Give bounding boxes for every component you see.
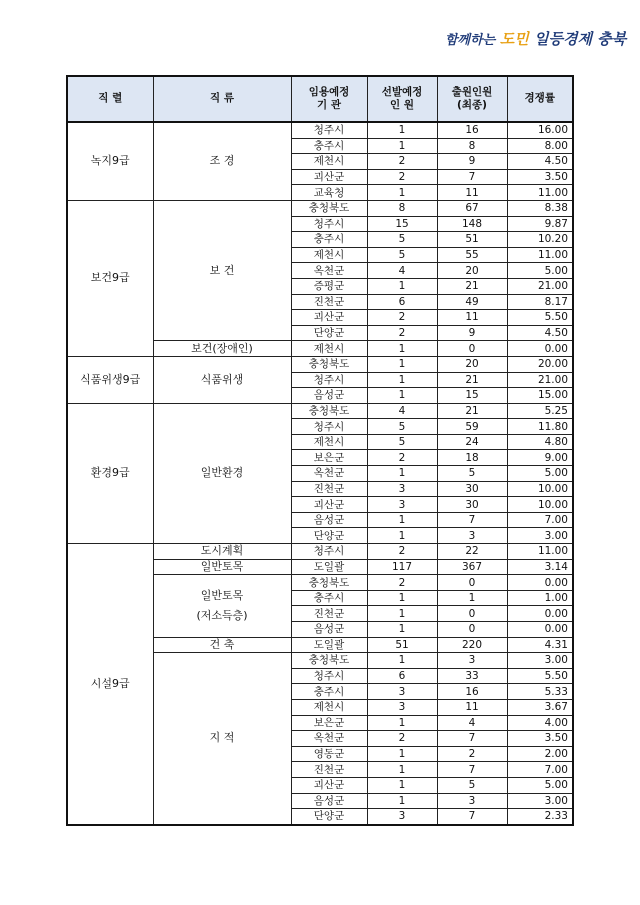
header-rate: 경쟁률 xyxy=(507,76,573,122)
header-quota-line2: 인 원 xyxy=(390,99,414,111)
applicants-cell: 11 xyxy=(437,699,507,715)
quota-cell: 3 xyxy=(367,809,437,825)
agency-cell: 충청북도 xyxy=(291,653,367,669)
header-applicants-line2: (최종) xyxy=(457,99,487,111)
agency-cell: 진천군 xyxy=(291,762,367,778)
applicants-cell: 7 xyxy=(437,731,507,747)
table-row xyxy=(67,544,573,560)
header-agency-line1: 임용예정 xyxy=(308,85,350,98)
agency-cell: 진천군 xyxy=(291,606,367,622)
competition-rate-table xyxy=(66,75,574,826)
slogan-part-2: 도민 xyxy=(499,30,529,48)
series-cell: 식품위생9급 xyxy=(67,356,153,403)
applicants-cell: 3 xyxy=(437,653,507,669)
quota-cell: 1 xyxy=(367,356,437,372)
rate-cell: 3.50 xyxy=(507,169,573,185)
quota-cell: 1 xyxy=(367,528,437,544)
applicants-cell: 0 xyxy=(437,606,507,622)
agency-cell: 진천군 xyxy=(291,481,367,497)
applicants-cell: 49 xyxy=(437,294,507,310)
rate-cell: 4.31 xyxy=(507,637,573,653)
table-row xyxy=(67,200,573,216)
series-cell: 환경9급 xyxy=(67,403,153,543)
quota-cell: 4 xyxy=(367,403,437,419)
applicants-cell: 4 xyxy=(437,715,507,731)
rate-cell: 7.00 xyxy=(507,762,573,778)
applicants-cell: 16 xyxy=(437,684,507,700)
slogan-part-1: 함께하는 xyxy=(445,33,500,48)
rate-cell: 5.33 xyxy=(507,684,573,700)
agency-cell: 충주시 xyxy=(291,590,367,606)
rate-cell: 0.00 xyxy=(507,606,573,622)
quota-cell: 2 xyxy=(367,544,437,560)
applicants-cell: 15 xyxy=(437,388,507,404)
applicants-cell: 33 xyxy=(437,668,507,684)
quota-cell: 5 xyxy=(367,419,437,435)
applicants-cell: 8 xyxy=(437,138,507,154)
header-quota xyxy=(367,76,437,122)
header-row xyxy=(67,76,573,122)
quota-cell: 3 xyxy=(367,481,437,497)
agency-cell: 충청북도 xyxy=(291,200,367,216)
quota-cell: 3 xyxy=(367,699,437,715)
applicants-cell: 9 xyxy=(437,154,507,170)
table-row xyxy=(67,122,573,138)
category-cell: 식품위생 xyxy=(153,356,291,403)
agency-cell: 보은군 xyxy=(291,715,367,731)
applicants-cell: 30 xyxy=(437,497,507,513)
header-applicants xyxy=(437,76,507,122)
applicants-cell: 3 xyxy=(437,793,507,809)
quota-cell: 4 xyxy=(367,263,437,279)
quota-cell: 2 xyxy=(367,575,437,591)
agency-cell: 옥천군 xyxy=(291,731,367,747)
applicants-cell: 20 xyxy=(437,263,507,279)
quota-cell: 1 xyxy=(367,715,437,731)
quota-cell: 2 xyxy=(367,325,437,341)
agency-cell: 괴산군 xyxy=(291,310,367,326)
rate-cell: 8.38 xyxy=(507,200,573,216)
rate-cell: 21.00 xyxy=(507,278,573,294)
category-cell: 도시계획 xyxy=(153,544,291,560)
rate-cell: 0.00 xyxy=(507,622,573,638)
agency-cell: 제천시 xyxy=(291,341,367,357)
applicants-cell: 3 xyxy=(437,528,507,544)
agency-cell: 청주시 xyxy=(291,372,367,388)
category-cell: 조 경 xyxy=(153,122,291,200)
quota-cell: 5 xyxy=(367,247,437,263)
applicants-cell: 5 xyxy=(437,466,507,482)
quota-cell: 5 xyxy=(367,434,437,450)
applicants-cell: 21 xyxy=(437,372,507,388)
rate-cell: 4.80 xyxy=(507,434,573,450)
applicants-cell: 220 xyxy=(437,637,507,653)
category-cell: 일반토목 xyxy=(153,559,291,575)
agency-cell: 보은군 xyxy=(291,450,367,466)
applicants-cell: 9 xyxy=(437,325,507,341)
agency-cell: 음성군 xyxy=(291,388,367,404)
quota-cell: 1 xyxy=(367,388,437,404)
quota-cell: 8 xyxy=(367,200,437,216)
rate-cell: 11.00 xyxy=(507,185,573,201)
applicants-cell: 1 xyxy=(437,590,507,606)
header-agency-line2: 기 관 xyxy=(317,99,341,111)
agency-cell: 옥천군 xyxy=(291,263,367,279)
quota-cell: 1 xyxy=(367,606,437,622)
category-line: (저소득층) xyxy=(196,608,248,622)
agency-cell: 증평군 xyxy=(291,278,367,294)
quota-cell: 1 xyxy=(367,372,437,388)
agency-cell: 음성군 xyxy=(291,622,367,638)
rate-cell: 11.00 xyxy=(507,544,573,560)
rate-cell: 3.67 xyxy=(507,699,573,715)
agency-cell: 영동군 xyxy=(291,746,367,762)
quota-cell: 1 xyxy=(367,512,437,528)
agency-cell: 도일괄 xyxy=(291,637,367,653)
rate-cell: 5.50 xyxy=(507,668,573,684)
agency-cell: 제천시 xyxy=(291,247,367,263)
applicants-cell: 21 xyxy=(437,403,507,419)
rate-cell: 0.00 xyxy=(507,575,573,591)
agency-cell: 도일괄 xyxy=(291,559,367,575)
slogan-logo xyxy=(445,28,627,54)
applicants-cell: 7 xyxy=(437,762,507,778)
rate-cell: 11.80 xyxy=(507,419,573,435)
agency-cell: 충청북도 xyxy=(291,403,367,419)
quota-cell: 1 xyxy=(367,793,437,809)
quota-cell: 51 xyxy=(367,637,437,653)
quota-cell: 2 xyxy=(367,731,437,747)
rate-cell: 5.50 xyxy=(507,310,573,326)
rate-cell: 21.00 xyxy=(507,372,573,388)
table-body xyxy=(67,122,573,825)
rate-cell: 3.50 xyxy=(507,731,573,747)
applicants-cell: 11 xyxy=(437,185,507,201)
quota-cell: 1 xyxy=(367,466,437,482)
agency-cell: 청주시 xyxy=(291,668,367,684)
agency-cell: 충주시 xyxy=(291,232,367,248)
agency-cell: 충청북도 xyxy=(291,575,367,591)
rate-cell: 3.14 xyxy=(507,559,573,575)
agency-cell: 음성군 xyxy=(291,793,367,809)
rate-cell: 4.50 xyxy=(507,154,573,170)
applicants-cell: 7 xyxy=(437,512,507,528)
applicants-cell: 0 xyxy=(437,575,507,591)
quota-cell: 1 xyxy=(367,278,437,294)
header-quota-line1: 선발예정 xyxy=(381,85,423,98)
header-agency xyxy=(291,76,367,122)
quota-cell: 1 xyxy=(367,777,437,793)
quota-cell: 117 xyxy=(367,559,437,575)
agency-cell: 진천군 xyxy=(291,294,367,310)
applicants-cell: 55 xyxy=(437,247,507,263)
series-cell: 보건9급 xyxy=(67,200,153,356)
agency-cell: 충청북도 xyxy=(291,356,367,372)
table-row xyxy=(67,403,573,419)
quota-cell: 1 xyxy=(367,762,437,778)
rate-cell: 1.00 xyxy=(507,590,573,606)
agency-cell: 청주시 xyxy=(291,216,367,232)
agency-cell: 음성군 xyxy=(291,512,367,528)
applicants-cell: 30 xyxy=(437,481,507,497)
agency-cell: 단양군 xyxy=(291,325,367,341)
applicants-cell: 18 xyxy=(437,450,507,466)
rate-cell: 7.00 xyxy=(507,512,573,528)
quota-cell: 1 xyxy=(367,653,437,669)
agency-cell: 청주시 xyxy=(291,122,367,138)
quota-cell: 6 xyxy=(367,294,437,310)
category-cell: 보건(장애인) xyxy=(153,341,291,357)
rate-cell: 8.17 xyxy=(507,294,573,310)
applicants-cell: 5 xyxy=(437,777,507,793)
applicants-cell: 7 xyxy=(437,809,507,825)
rate-cell: 4.00 xyxy=(507,715,573,731)
quota-cell: 1 xyxy=(367,122,437,138)
rate-cell: 11.00 xyxy=(507,247,573,263)
quota-cell: 3 xyxy=(367,497,437,513)
applicants-cell: 51 xyxy=(437,232,507,248)
agency-cell: 단양군 xyxy=(291,528,367,544)
applicants-cell: 16 xyxy=(437,122,507,138)
rate-cell: 5.00 xyxy=(507,263,573,279)
quota-cell: 1 xyxy=(367,185,437,201)
applicants-cell: 67 xyxy=(437,200,507,216)
header-series: 직 렬 xyxy=(67,76,153,122)
agency-cell: 교육청 xyxy=(291,185,367,201)
agency-cell: 옥천군 xyxy=(291,466,367,482)
quota-cell: 3 xyxy=(367,684,437,700)
applicants-cell: 2 xyxy=(437,746,507,762)
header-applicants-line1: 출원인원 xyxy=(451,85,493,98)
agency-cell: 괴산군 xyxy=(291,777,367,793)
quota-cell: 1 xyxy=(367,138,437,154)
quota-cell: 2 xyxy=(367,154,437,170)
applicants-cell: 0 xyxy=(437,341,507,357)
rate-cell: 3.00 xyxy=(507,793,573,809)
agency-cell: 단양군 xyxy=(291,809,367,825)
agency-cell: 제천시 xyxy=(291,699,367,715)
agency-cell: 괴산군 xyxy=(291,497,367,513)
applicants-cell: 21 xyxy=(437,278,507,294)
table-row xyxy=(67,356,573,372)
agency-cell: 청주시 xyxy=(291,544,367,560)
agency-cell: 괴산군 xyxy=(291,169,367,185)
applicants-cell: 148 xyxy=(437,216,507,232)
applicants-cell: 24 xyxy=(437,434,507,450)
rate-cell: 4.50 xyxy=(507,325,573,341)
applicants-cell: 367 xyxy=(437,559,507,575)
rate-cell: 0.00 xyxy=(507,341,573,357)
applicants-cell: 7 xyxy=(437,169,507,185)
quota-cell: 1 xyxy=(367,746,437,762)
agency-cell: 충주시 xyxy=(291,684,367,700)
agency-cell: 제천시 xyxy=(291,154,367,170)
quota-cell: 6 xyxy=(367,668,437,684)
rate-cell: 9.00 xyxy=(507,450,573,466)
header-category: 직 류 xyxy=(153,76,291,122)
rate-cell: 2.00 xyxy=(507,746,573,762)
agency-cell: 제천시 xyxy=(291,434,367,450)
category-cell: 건 축 xyxy=(153,637,291,653)
rate-cell: 5.00 xyxy=(507,466,573,482)
agency-cell: 충주시 xyxy=(291,138,367,154)
applicants-cell: 0 xyxy=(437,622,507,638)
applicants-cell: 59 xyxy=(437,419,507,435)
quota-cell: 2 xyxy=(367,310,437,326)
series-cell: 녹지9급 xyxy=(67,122,153,200)
rate-cell: 5.25 xyxy=(507,403,573,419)
category-line: 일반토목 xyxy=(200,588,244,602)
rate-cell: 16.00 xyxy=(507,122,573,138)
rate-cell: 2.33 xyxy=(507,809,573,825)
category-cell: 지 적 xyxy=(153,653,291,825)
category-cell: 보 건 xyxy=(153,200,291,340)
applicants-cell: 22 xyxy=(437,544,507,560)
quota-cell: 2 xyxy=(367,169,437,185)
rate-cell: 15.00 xyxy=(507,388,573,404)
applicants-cell: 20 xyxy=(437,356,507,372)
quota-cell: 5 xyxy=(367,232,437,248)
quota-cell: 15 xyxy=(367,216,437,232)
rate-cell: 10.20 xyxy=(507,232,573,248)
category-cell: 일반환경 xyxy=(153,403,291,543)
rate-cell: 9.87 xyxy=(507,216,573,232)
rate-cell: 3.00 xyxy=(507,528,573,544)
quota-cell: 1 xyxy=(367,341,437,357)
rate-cell: 20.00 xyxy=(507,356,573,372)
series-cell: 시설9급 xyxy=(67,544,153,825)
rate-cell: 5.00 xyxy=(507,777,573,793)
agency-cell: 청주시 xyxy=(291,419,367,435)
slogan-part-3: 일등경제 충북 xyxy=(528,30,627,48)
rate-cell: 8.00 xyxy=(507,138,573,154)
rate-cell: 10.00 xyxy=(507,497,573,513)
applicants-cell: 11 xyxy=(437,310,507,326)
quota-cell: 2 xyxy=(367,450,437,466)
quota-cell: 1 xyxy=(367,590,437,606)
quota-cell: 1 xyxy=(367,622,437,638)
category-cell xyxy=(153,575,291,637)
rate-cell: 10.00 xyxy=(507,481,573,497)
rate-cell: 3.00 xyxy=(507,653,573,669)
